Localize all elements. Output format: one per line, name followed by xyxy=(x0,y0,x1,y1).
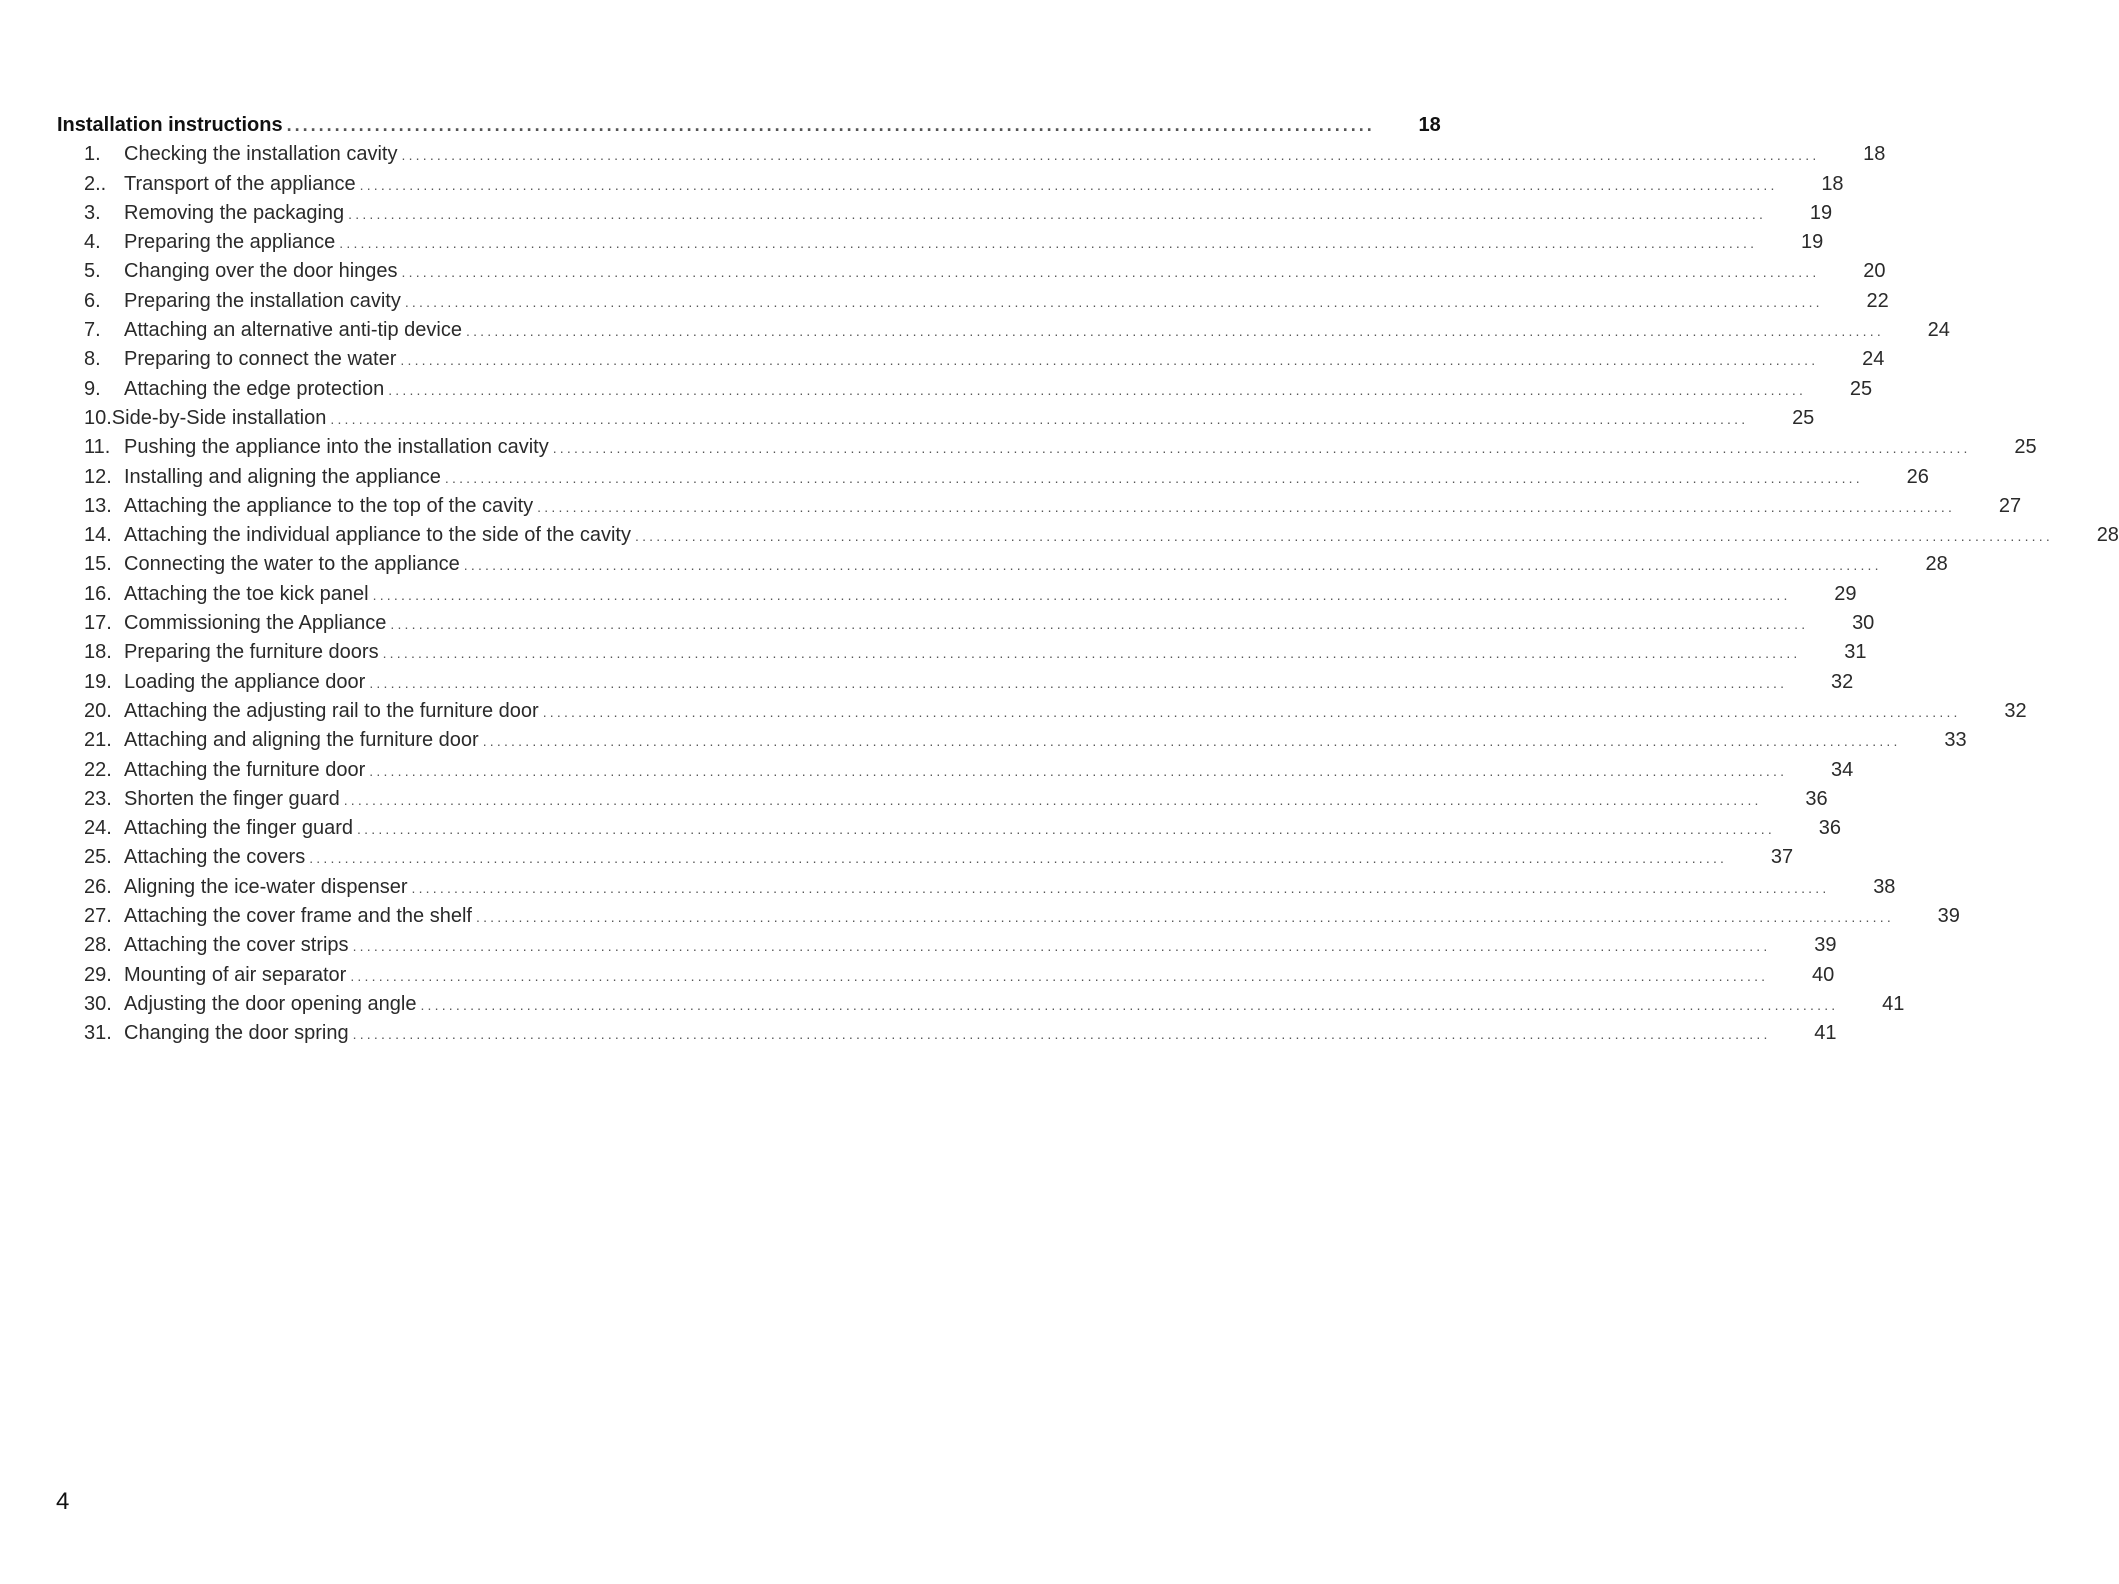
toc-entry-page: 25 xyxy=(1792,406,1815,429)
toc-entry-number: 17. xyxy=(84,612,112,635)
toc-entry xyxy=(57,463,1929,492)
toc-entry-label: Attaching an alternative anti-tip device xyxy=(124,319,462,342)
toc-entry xyxy=(57,814,1841,843)
toc-entry-label: 10.Side-by-Side installation xyxy=(84,406,327,429)
toc-items xyxy=(57,140,2119,1048)
dot-leader: ........................................................................................................................................................................................................ xyxy=(463,557,1882,574)
toc-entry-number: 25. xyxy=(84,846,112,869)
toc-entry-page: 25 xyxy=(2014,436,2037,459)
toc-entry xyxy=(57,609,1875,638)
toc-entry xyxy=(57,345,1885,374)
dot-leader: ........................................................................................................................................................................................................ xyxy=(388,381,1807,398)
dot-leader: ........................................................................................................................................................................................................ xyxy=(390,616,1809,633)
toc-entry-number: 8. xyxy=(84,348,101,371)
toc-entry-number: 23. xyxy=(84,787,112,810)
toc-entry xyxy=(57,1019,1837,1048)
dot-leader: ........................................................................................................................................................................................................ xyxy=(635,528,2053,545)
toc-entry-number: 11. xyxy=(84,436,111,459)
toc-entry-label: Checking the installation cavity xyxy=(124,143,398,166)
toc-entry xyxy=(57,228,1824,257)
toc-entry-page: 25 xyxy=(1849,377,1873,400)
toc-entry-page: 41 xyxy=(1814,1022,1837,1045)
dot-leader: ........................................................................................................................................................................................................ xyxy=(542,703,1961,720)
toc-entry xyxy=(57,726,1967,755)
toc-entry xyxy=(57,550,1948,579)
toc-entry-page: 39 xyxy=(1814,934,1837,957)
toc-entry xyxy=(57,199,1833,228)
toc-entry-number: 20. xyxy=(84,699,112,722)
toc-entry xyxy=(57,375,1873,404)
toc-entry-page: 26 xyxy=(1906,465,1929,488)
toc-entry xyxy=(57,902,1960,931)
toc-entry xyxy=(57,170,1844,199)
dot-leader: ........................................................................................................................................................................................................ xyxy=(369,674,1788,691)
toc-entry-number: 7. xyxy=(84,319,101,342)
toc-entry-label: Attaching the appliance to the top of the cavity xyxy=(124,494,534,517)
dot-leader: ........................................................................................................................................................................................................ xyxy=(352,1026,1771,1043)
toc-entry-page: 30 xyxy=(1852,612,1875,635)
toc-entry xyxy=(57,961,1835,990)
toc-entry-label: Attaching the furniture door xyxy=(124,758,366,781)
toc-entry xyxy=(57,433,2037,462)
toc-entry-number: 6. xyxy=(84,289,101,312)
toc-entry-page: 36 xyxy=(1805,787,1828,810)
toc-entry-page: 39 xyxy=(1937,905,1960,928)
toc-entry xyxy=(57,931,1837,960)
dot-leader: ........................................................................................................................................................................................................ xyxy=(309,850,1728,867)
toc-entry-page: 29 xyxy=(1834,582,1857,605)
dot-leader: ........................................................................................................................................................................................................ xyxy=(537,498,1956,515)
toc-entry xyxy=(57,873,1896,902)
toc-entry-label: Attaching the cover strips xyxy=(124,934,349,957)
toc-entry xyxy=(57,756,1854,785)
toc-entry-label: Adjusting the door opening angle xyxy=(124,992,417,1015)
toc-entry-label: Installing and aligning the appliance xyxy=(124,465,441,488)
dot-leader: ........................................................................................................................................................................................................ xyxy=(401,264,1820,281)
toc-entry-page: 40 xyxy=(1812,963,1835,986)
dot-leader: ........................................................................................................................................................................................................ xyxy=(357,821,1775,838)
toc-entry-label: Removing the packaging xyxy=(124,201,345,224)
toc-entry-label: Attaching the individual appliance to the side of the cavity xyxy=(124,524,631,547)
toc-entry-number: 28. xyxy=(84,934,112,957)
toc-entry-page: 33 xyxy=(1944,729,1967,752)
dot-leader: ........................................................................................................................................................................................................ xyxy=(369,762,1788,779)
toc-entry xyxy=(57,492,2022,521)
toc-entry-label: Commissioning the Appliance xyxy=(124,612,387,635)
toc-entry-number: 1. xyxy=(84,143,101,166)
toc-entry-number: 30. xyxy=(84,992,112,1015)
dot-leader: ........................................................................................................................................................................................................ xyxy=(444,469,1863,486)
toc-entry-number: 4. xyxy=(84,231,101,254)
toc-entry-label: Preparing the installation cavity xyxy=(124,289,401,312)
toc-entry-label: Pushing the appliance into the installation cavity xyxy=(124,436,549,459)
toc-entry-page: 31 xyxy=(1844,641,1867,664)
dot-leader: ........................................................................................................................................ xyxy=(286,115,1375,135)
dot-leader: ........................................................................................................................................................................................................ xyxy=(401,147,1820,164)
dot-leader: ........................................................................................................................................................................................................ xyxy=(339,235,1758,252)
toc-entry-label: Shorten the finger guard xyxy=(124,787,340,810)
toc-entry-page: 19 xyxy=(1809,201,1833,224)
dot-leader: ........................................................................................................................................................................................................ xyxy=(411,879,1830,896)
dot-leader: ........................................................................................................................................................................................................ xyxy=(420,996,1839,1013)
toc-entry-number: 29. xyxy=(84,963,112,986)
toc-entry xyxy=(57,843,1794,872)
toc-entry-page: 18 xyxy=(1821,172,1844,195)
toc-heading-page: 18 xyxy=(1418,114,1441,136)
toc-entry-page: 32 xyxy=(2004,699,2027,722)
toc-entry xyxy=(57,990,1905,1019)
toc-entry-label: Connecting the water to the appliance xyxy=(124,553,460,576)
toc-entry-label: Attaching the toe kick panel xyxy=(124,582,369,605)
toc-entry-page: 28 xyxy=(2096,524,2119,547)
toc-entry-label: Changing over the door hinges xyxy=(124,260,398,283)
dot-leader: ........................................................................................................................................................................................................ xyxy=(352,938,1771,955)
toc-entry xyxy=(57,638,1867,667)
toc-entry-number: 31. xyxy=(84,1022,112,1045)
toc-entry-page: 28 xyxy=(1925,553,1948,576)
toc-entry-page: 38 xyxy=(1873,875,1896,898)
toc-entry-number: 12. xyxy=(84,465,112,488)
dot-leader: ........................................................................................................................................................................................................ xyxy=(475,909,1894,926)
toc-entry-page: 24 xyxy=(1862,348,1885,371)
toc-entry xyxy=(57,697,2027,726)
toc-entry-number: 15. xyxy=(84,553,112,576)
dot-leader: ........................................................................................................................................................................................................ xyxy=(482,733,1901,750)
toc-entry xyxy=(57,140,1886,169)
toc-entry-number: 2.. xyxy=(84,172,107,195)
toc-entry-label: Attaching the adjusting rail to the furniture door xyxy=(124,699,539,722)
toc-entry-number: 16. xyxy=(84,582,112,605)
dot-leader: ........................................................................................................................................................................................................ xyxy=(348,205,1767,222)
toc-entry xyxy=(57,316,1950,345)
toc-entry-label: Attaching the finger guard xyxy=(124,817,354,840)
dot-leader: ........................................................................................................................................................................................................ xyxy=(404,293,1823,310)
dot-leader: ........................................................................................................................................................................................................ xyxy=(343,791,1762,808)
toc-entry-number: 3. xyxy=(84,201,101,224)
toc-entry-label: Attaching and aligning the furniture door xyxy=(124,729,479,752)
toc-entry-label: Attaching the edge protection xyxy=(124,377,385,400)
dot-leader: ........................................................................................................................................................................................................ xyxy=(465,323,1884,340)
toc-entry-label: Loading the appliance door xyxy=(124,670,366,693)
toc-entry-number: 5. xyxy=(84,260,101,283)
dot-leader: ........................................................................................................................................................................................................ xyxy=(359,176,1778,193)
dot-leader: ........................................................................................................................................................................................................ xyxy=(552,440,1971,457)
toc-entry-number: 21. xyxy=(84,729,112,752)
toc-entry xyxy=(57,404,1815,433)
toc-entry-page: 24 xyxy=(1927,319,1950,342)
toc-entry-number: 13. xyxy=(84,494,112,517)
toc-entry xyxy=(57,580,1857,609)
toc-entry-label: Mounting of air separator xyxy=(124,963,347,986)
toc-entry xyxy=(57,668,1854,697)
toc-entry-number: 27. xyxy=(84,905,112,928)
toc-entry-page: 37 xyxy=(1770,846,1794,869)
toc-heading xyxy=(57,111,1441,140)
table-of-contents xyxy=(57,111,2119,1049)
toc-heading-label: Installation instructions xyxy=(57,114,283,136)
toc-entry-page: 19 xyxy=(1800,231,1824,254)
toc-entry-number: 22. xyxy=(84,758,112,781)
dot-leader: ........................................................................................................................................................................................................ xyxy=(372,586,1791,603)
toc-entry-number: 14. xyxy=(84,524,112,547)
toc-entry-page: 32 xyxy=(1831,670,1854,693)
toc-entry xyxy=(57,287,1889,316)
toc-entry-number: 9. xyxy=(84,377,101,400)
toc-entry-page: 34 xyxy=(1830,758,1854,781)
toc-entry-number: 24. xyxy=(84,817,112,840)
toc-entry-label: Transport of the appliance xyxy=(124,172,356,195)
dot-leader: ........................................................................................................................................................................................................ xyxy=(350,967,1769,984)
dot-leader: ........................................................................................................................................................................................................ xyxy=(382,645,1801,662)
toc-entry-label: Attaching the covers xyxy=(124,846,306,869)
toc-entry-label: Changing the door spring xyxy=(124,1022,349,1045)
toc-entry-page: 36 xyxy=(1818,817,1841,840)
toc-entry-number: 18. xyxy=(84,641,112,664)
toc-entry xyxy=(57,521,2119,550)
toc-entry-label: Preparing the appliance xyxy=(124,231,336,254)
toc-entry-label: Attaching the cover frame and the shelf xyxy=(124,905,472,928)
page-number: 4 xyxy=(56,1488,70,1515)
toc-entry-page: 27 xyxy=(1998,494,2022,517)
dot-leader: ........................................................................................................................................................................................................ xyxy=(400,352,1819,369)
toc-entry-number: 19. xyxy=(84,670,112,693)
toc-entry-page: 20 xyxy=(1863,260,1886,283)
toc-entry-label: Preparing the furniture doors xyxy=(124,641,379,664)
toc-entry xyxy=(57,257,1886,286)
toc-entry-page: 41 xyxy=(1882,992,1905,1015)
toc-entry-page: 18 xyxy=(1863,143,1886,166)
toc-entry-page: 22 xyxy=(1866,289,1889,312)
dot-leader: ........................................................................................................................................................................................................ xyxy=(330,410,1749,427)
toc-entry-label: Preparing to connect the water xyxy=(124,348,397,371)
toc-entry xyxy=(57,785,1828,814)
toc-entry-number: 26. xyxy=(84,875,112,898)
toc-entry-label: Aligning the ice-water dispenser xyxy=(124,875,408,898)
